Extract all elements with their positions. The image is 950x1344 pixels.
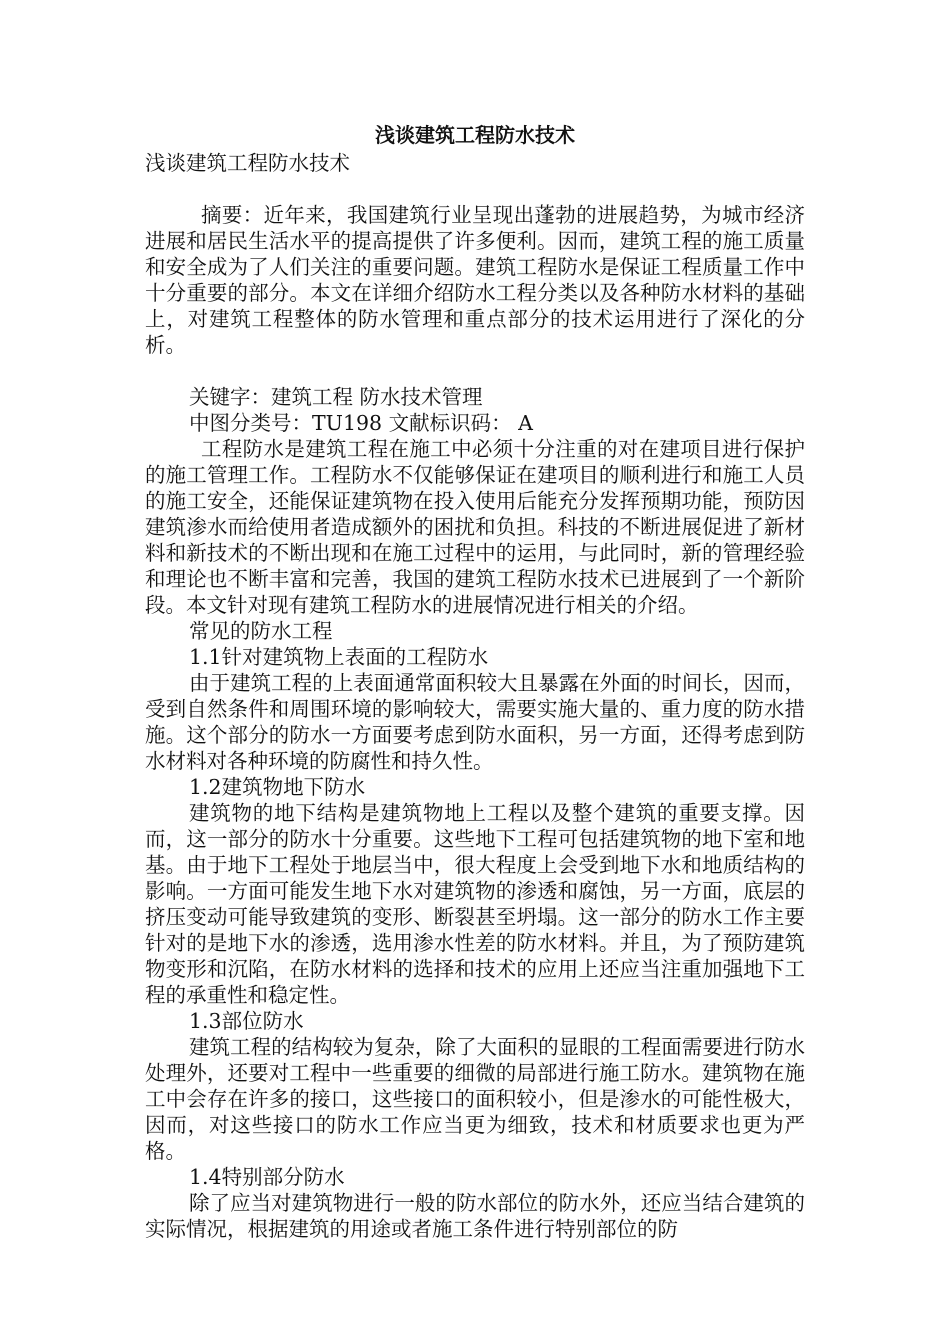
spacer <box>145 358 805 384</box>
subsection-body-1-3: 建筑工程的结构较为复杂，除了大面积的显眼的工程面需要进行防水处理外，还要对工程中一些重要的细微的局部进行施工防水。建筑物在施工中会存在许多的接口，这些接口的面积较小，但是渗水的可能性极大，因而，对这些接口的防水工作应当更为细致，技术和材质要求也更为严格。 <box>145 1035 805 1163</box>
subsection-body-1-4: 除了应当对建筑物进行一般的防水部位的防水外，还应当结合建筑的实际情况，根据建筑的用途或者施工条件进行特别部位的防 <box>145 1191 805 1241</box>
classification-line: 中图分类号：TU198 文献标识码： A <box>189 411 533 435</box>
keywords-line: 关键字：建筑工程 防水技术管理 <box>189 385 483 409</box>
subsection-heading-1-1: 1.1针对建筑物上表面的工程防水 <box>189 645 489 669</box>
spacer <box>145 176 805 202</box>
section-heading: 常见的防水工程 <box>189 619 333 643</box>
abstract-paragraph: 摘要：近年来，我国建筑行业呈现出蓬勃的进展趋势，为城市经济进展和居民生活水平的提高提供了许多便利。因而，建筑工程的施工质量和安全成为了人们关注的重要问题。建筑工程防水是保证工程质量工作中十分重要的部分。本文在详细介绍防水工程分类以及各种防水材料的基础上，对建筑工程整体的防水管理和重点部分的技术运用进行了深化的分析。 <box>145 203 805 357</box>
subsection-body-1-2: 建筑物的地下结构是建筑物地上工程以及整个建筑的重要支撑。因而，这一部分的防水十分重要。这些地下工程可包括建筑物的地下室和地基。由于地下工程处于地层当中，很大程度上会受到地下水和地质结构的影响。一方面可能发生地下水对建筑物的渗透和腐蚀，另一方面，底层的挤压变动可能导致建筑的变形、断裂甚至坍塌。这一部分的防水工作主要针对的是地下水的渗透，选用渗水性差的防水材料。并且，为了预防建筑物变形和沉陷，在防水材料的选择和技术的应用上还应当注重加强地下工程的承重性和稳定性。 <box>145 801 805 1007</box>
document-page <box>145 120 805 1242</box>
subsection-heading-1-3: 1.3部位防水 <box>189 1009 304 1033</box>
subsection-body-1-1: 由于建筑工程的上表面通常面积较大且暴露在外面的时间长，因而，受到自然条件和周围环境的影响较大，需要实施大量的、重力度的防水措施。这个部分的防水一方面要考虑到防水面积，另一方面，还得考虑到防水材料对各种环境的防腐性和持久性。 <box>145 671 805 773</box>
intro-paragraph: 工程防水是建筑工程在施工中必须十分注重的对在建项目进行保护的施工管理工作。工程防水不仅能够保证在建项目的顺利进行和施工人员的施工安全，还能保证建筑物在投入使用后能充分发挥预期功能，预防因建筑渗水而给使用者造成额外的困扰和负担。科技的不断进展促进了新材料和新技术的不断出现和在施工过程中的运用，与此同时，新的管理经验和理论也不断丰富和完善，我国的建筑工程防水技术已进展到了一个新阶段。本文针对现有建筑工程防水的进展情况进行相关的介绍。 <box>145 437 805 617</box>
document-subtitle: 浅谈建筑工程防水技术 <box>145 151 350 175</box>
subsection-heading-1-2: 1.2建筑物地下防水 <box>189 775 366 799</box>
document-title: 浅谈建筑工程防水技术 <box>375 123 575 147</box>
subsection-heading-1-4: 1.4特别部分防水 <box>189 1165 345 1189</box>
